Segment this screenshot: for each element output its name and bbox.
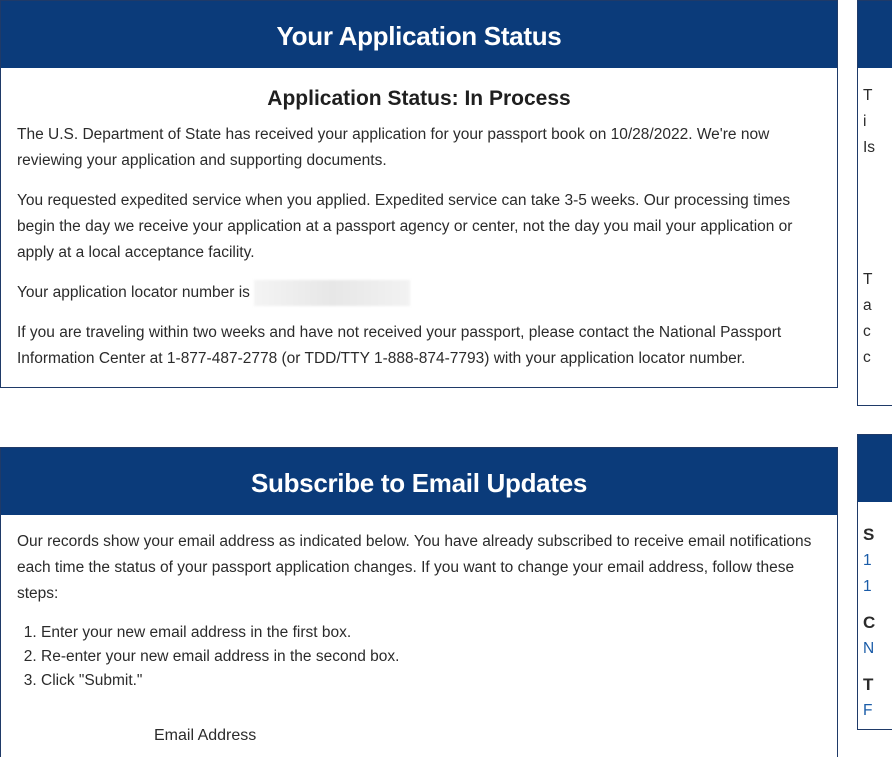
side-link-4[interactable]: F — [863, 702, 873, 719]
locator-label: Your application locator number is — [17, 284, 250, 302]
side-panel-top-header — [858, 1, 892, 68]
travel-paragraph: If you are traveling within two weeks and have not received your passport, please contact the National Passport Information Center at 1-877-487-2778 (or TDD/TTY 1-888-874-7793) with your application locator number. — [17, 324, 782, 368]
side-panel-bottom — [857, 434, 892, 730]
email-step-1: 1. Enter your new email address in the first box. — [41, 621, 821, 645]
received-paragraph: The U.S. Department of State has received your application for your passport book on 10/28/2022. We're now reviewing your application and supporting documents. — [17, 126, 770, 169]
side-s-label: S — [863, 525, 875, 544]
side-panel-top-text1: T i Is — [863, 87, 876, 156]
locator-number-redacted — [254, 280, 410, 306]
email-steps-list — [17, 621, 821, 693]
locator-line — [17, 280, 821, 306]
side-link-3[interactable]: N — [863, 640, 875, 657]
side-panel-top — [857, 0, 892, 406]
email-step-3: 3. Click "Submit." — [41, 669, 821, 693]
email-address-label: Email Address — [154, 727, 257, 744]
expedited-paragraph: You requested expedited service when you applied. Expedited service can take 3-5 weeks. Our processing times begin the day we receive your application at a passport agency or center, not the day you mail your application or apply at a local acceptance facility. — [17, 192, 793, 261]
side-t-label: T — [863, 675, 874, 694]
side-panel-top-text2: T a c c — [863, 271, 873, 366]
email-step-2: 2. Re-enter your new email address in the second box. — [41, 645, 821, 669]
side-c-label: C — [863, 613, 876, 632]
application-status-title: Your Application Status — [1, 1, 837, 68]
side-panel-bottom-header — [858, 435, 892, 502]
status-heading: Application Status: In Process — [267, 87, 571, 110]
application-status-panel — [0, 0, 838, 388]
email-intro: Our records show your email address as indicated below. You have already subscribed to receive email notifications each time the status of your passport application changes. If you want to change your email address, follow these steps: — [17, 533, 812, 602]
side-link-1[interactable]: 1 — [863, 552, 872, 569]
email-updates-panel — [0, 447, 838, 757]
side-link-2[interactable]: 1 — [863, 578, 872, 595]
email-updates-title: Subscribe to Email Updates — [1, 448, 837, 515]
